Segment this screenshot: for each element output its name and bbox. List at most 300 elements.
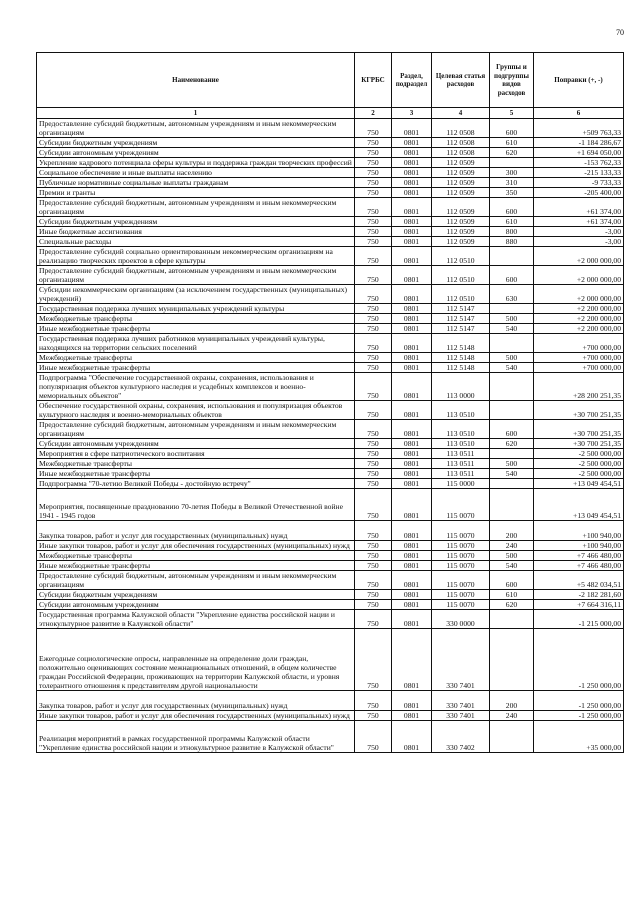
table-row: [37, 227, 624, 237]
table-row: [37, 590, 624, 600]
row-amendment: +7 664 316,11: [534, 600, 624, 610]
table-row: [37, 469, 624, 479]
table-row: [37, 551, 624, 561]
column-number-row: [37, 108, 624, 119]
row-razdel: 0801: [392, 363, 432, 373]
row-expense-type: 500: [490, 551, 534, 561]
row-target-article: 112 0508: [432, 119, 490, 138]
row-amendment: -1 250 000,00: [534, 711, 624, 721]
row-expense-type: 600: [490, 198, 534, 217]
row-amendment: -2 500 000,00: [534, 459, 624, 469]
table-row: [37, 479, 624, 489]
row-amendment: +100 940,00: [534, 521, 624, 541]
row-name: Иные межбюджетные трансферты: [37, 469, 355, 479]
row-amendment: +61 374,00: [534, 217, 624, 227]
row-kgrbs: 750: [355, 449, 392, 459]
table-row: [37, 373, 624, 401]
row-razdel: 0801: [392, 138, 432, 148]
table-row: [37, 119, 624, 138]
row-amendment: +28 200 251,35: [534, 373, 624, 401]
table-row: [37, 188, 624, 198]
row-expense-type: 620: [490, 439, 534, 449]
row-kgrbs: 750: [355, 324, 392, 334]
row-razdel: 0801: [392, 469, 432, 479]
row-name: Межбюджетные трансферты: [37, 551, 355, 561]
header-csr: Целевая статья расходов: [432, 53, 490, 108]
row-expense-type: [490, 449, 534, 459]
row-name: Публичные нормативные социальные выплаты гражданам: [37, 178, 355, 188]
row-kgrbs: 750: [355, 489, 392, 521]
row-razdel: 0801: [392, 247, 432, 266]
row-kgrbs: 750: [355, 691, 392, 711]
table-row: [37, 217, 624, 227]
row-target-article: 112 5148: [432, 334, 490, 353]
row-expense-type: 310: [490, 178, 534, 188]
row-razdel: 0801: [392, 571, 432, 590]
row-name: Межбюджетные трансферты: [37, 353, 355, 363]
row-razdel: 0801: [392, 449, 432, 459]
header-kgrbs: КГРБС: [355, 53, 392, 108]
row-target-article: 330 7402: [432, 721, 490, 753]
row-target-article: 112 0509: [432, 227, 490, 237]
row-amendment: +35 000,00: [534, 721, 624, 753]
row-expense-type: 500: [490, 459, 534, 469]
row-target-article: 112 5148: [432, 353, 490, 363]
row-name: Межбюджетные трансферты: [37, 459, 355, 469]
row-name: Субсидии бюджетным учреждениям: [37, 217, 355, 227]
row-kgrbs: 750: [355, 285, 392, 304]
row-expense-type: 240: [490, 541, 534, 551]
table-row: [37, 459, 624, 469]
column-number: 2: [355, 108, 392, 119]
column-number: 5: [490, 108, 534, 119]
table-row: [37, 178, 624, 188]
table-row: [37, 629, 624, 691]
header-name: Наименование: [37, 53, 355, 108]
row-name: Иные закупки товаров, работ и услуг для обеспечения государственных (муниципальных) нужд: [37, 711, 355, 721]
row-kgrbs: 750: [355, 158, 392, 168]
row-name: Субсидии бюджетным учреждениям: [37, 138, 355, 148]
row-kgrbs: 750: [355, 721, 392, 753]
row-kgrbs: 750: [355, 178, 392, 188]
row-expense-type: 540: [490, 469, 534, 479]
row-expense-type: 300: [490, 168, 534, 178]
row-name: Предоставление субсидий бюджетным, автономным учреждениям и иным некоммерческим организациям: [37, 119, 355, 138]
table-row: [37, 148, 624, 158]
row-name: Субсидии некоммерческим организациям (за исключением государственных (муниципальных) учреждений): [37, 285, 355, 304]
row-target-article: 115 0070: [432, 600, 490, 610]
row-kgrbs: 750: [355, 373, 392, 401]
row-expense-type: [490, 629, 534, 691]
row-target-article: 330 7401: [432, 691, 490, 711]
row-expense-type: 610: [490, 217, 534, 227]
row-target-article: 113 0511: [432, 469, 490, 479]
row-kgrbs: 750: [355, 629, 392, 691]
row-amendment: +700 000,00: [534, 363, 624, 373]
row-name: Ежегодные социологические опросы, направленные на определение доли граждан, положительно оценивающих состояние межнациональных отношений, в общем количестве граждан Российской Федерации, проживающих на территории Калужской области, и уровня толерантного отношения к представителям другой национальности: [37, 629, 355, 691]
row-kgrbs: 750: [355, 227, 392, 237]
row-amendment: -2 500 000,00: [534, 449, 624, 459]
row-kgrbs: 750: [355, 237, 392, 247]
header-razdel: Раздел, подраздел: [392, 53, 432, 108]
row-expense-type: [490, 247, 534, 266]
row-kgrbs: 750: [355, 188, 392, 198]
column-number: 4: [432, 108, 490, 119]
row-expense-type: 600: [490, 571, 534, 590]
row-name: Укрепление кадрового потенциала сферы культуры и поддержка граждан творческих профессий: [37, 158, 355, 168]
row-razdel: 0801: [392, 420, 432, 439]
row-expense-type: [490, 610, 534, 629]
row-razdel: 0801: [392, 610, 432, 629]
row-expense-type: 200: [490, 521, 534, 541]
row-name: Межбюджетные трансферты: [37, 314, 355, 324]
row-kgrbs: 750: [355, 561, 392, 571]
row-razdel: 0801: [392, 237, 432, 247]
table-row: [37, 711, 624, 721]
row-name: Иные межбюджетные трансферты: [37, 363, 355, 373]
row-razdel: 0801: [392, 691, 432, 711]
table-row: [37, 449, 624, 459]
row-name: Подпрограмма "70-летию Великой Победы - достойную встречу": [37, 479, 355, 489]
page-number: 70: [616, 28, 624, 37]
table-row: [37, 571, 624, 590]
row-name: Мероприятия в сфере патриотического воспитания: [37, 449, 355, 459]
row-target-article: 113 0511: [432, 449, 490, 459]
row-razdel: 0801: [392, 304, 432, 314]
row-name: Предоставление субсидий бюджетным, автономным учреждениям и иным некоммерческим организациям: [37, 198, 355, 217]
row-razdel: 0801: [392, 439, 432, 449]
row-target-article: 112 0509: [432, 188, 490, 198]
column-number: 1: [37, 108, 355, 119]
row-amendment: +2 000 000,00: [534, 285, 624, 304]
row-amendment: -1 250 000,00: [534, 691, 624, 711]
row-amendment: +2 200 000,00: [534, 324, 624, 334]
table-row: [37, 324, 624, 334]
row-expense-type: 500: [490, 314, 534, 324]
row-amendment: -1 184 286,67: [534, 138, 624, 148]
row-target-article: 115 0070: [432, 489, 490, 521]
row-target-article: 112 5147: [432, 304, 490, 314]
row-expense-type: 630: [490, 285, 534, 304]
row-razdel: 0801: [392, 285, 432, 304]
table-row: [37, 247, 624, 266]
row-target-article: 113 0510: [432, 439, 490, 449]
table-row: [37, 489, 624, 521]
row-expense-type: 200: [490, 691, 534, 711]
row-target-article: 115 0070: [432, 551, 490, 561]
row-name: Подпрограмма "Обеспечение государственной охраны, сохранения, использования и популяризация объектов культурного наследия и усадебных комплексов и военно-мемориальных объектов": [37, 373, 355, 401]
row-amendment: -215 133,33: [534, 168, 624, 178]
row-target-article: 112 0509: [432, 178, 490, 188]
row-kgrbs: 750: [355, 711, 392, 721]
row-kgrbs: 750: [355, 168, 392, 178]
row-target-article: 112 5147: [432, 314, 490, 324]
row-razdel: 0801: [392, 158, 432, 168]
row-name: Государственная поддержка лучших работников муниципальных учреждений культуры, находящихся на территории сельских поселений: [37, 334, 355, 353]
row-expense-type: 350: [490, 188, 534, 198]
row-name: Предоставление субсидий бюджетным, автономным учреждениям и иным некоммерческим организациям: [37, 266, 355, 285]
row-razdel: 0801: [392, 148, 432, 158]
row-name: Субсидии автономным учреждениям: [37, 439, 355, 449]
column-number: 6: [534, 108, 624, 119]
row-name: Иные межбюджетные трансферты: [37, 561, 355, 571]
row-razdel: 0801: [392, 334, 432, 353]
table-row: [37, 168, 624, 178]
row-target-article: 112 0510: [432, 266, 490, 285]
row-expense-type: [490, 401, 534, 420]
row-amendment: +700 000,00: [534, 353, 624, 363]
row-kgrbs: 750: [355, 266, 392, 285]
table-row: [37, 439, 624, 449]
row-expense-type: 620: [490, 600, 534, 610]
row-target-article: 112 0509: [432, 158, 490, 168]
row-razdel: 0801: [392, 266, 432, 285]
row-kgrbs: 750: [355, 247, 392, 266]
row-target-article: 112 0508: [432, 138, 490, 148]
row-kgrbs: 750: [355, 401, 392, 420]
row-kgrbs: 750: [355, 119, 392, 138]
row-expense-type: 600: [490, 420, 534, 439]
row-name: Предоставление субсидий бюджетным, автономным учреждениям и иным некоммерческим организациям: [37, 571, 355, 590]
row-expense-type: [490, 479, 534, 489]
row-amendment: +100 940,00: [534, 541, 624, 551]
table-row: [37, 314, 624, 324]
row-expense-type: 600: [490, 119, 534, 138]
row-target-article: 330 7401: [432, 629, 490, 691]
row-name: Государственная поддержка лучших муниципальных учреждений культуры: [37, 304, 355, 314]
row-amendment: +13 049 454,51: [534, 479, 624, 489]
row-amendment: -1 250 000,00: [534, 629, 624, 691]
row-kgrbs: 750: [355, 439, 392, 449]
row-amendment: +61 374,00: [534, 198, 624, 217]
row-razdel: 0801: [392, 489, 432, 521]
row-name: Премии и гранты: [37, 188, 355, 198]
table-row: [37, 158, 624, 168]
row-razdel: 0801: [392, 401, 432, 420]
header-vr: Группы и подгруппы видов расходов: [490, 53, 534, 108]
table-row: [37, 401, 624, 420]
row-name: Государственная программа Калужской области "Укрепление единства российской нации и этнокультурное развитие в Калужской области": [37, 610, 355, 629]
row-razdel: 0801: [392, 459, 432, 469]
row-razdel: 0801: [392, 373, 432, 401]
row-name: Иные закупки товаров, работ и услуг для обеспечения государственных (муниципальных) нужд: [37, 541, 355, 551]
row-amendment: +2 200 000,00: [534, 304, 624, 314]
row-target-article: 115 0070: [432, 571, 490, 590]
row-amendment: -1 215 000,00: [534, 610, 624, 629]
row-amendment: +7 466 480,00: [534, 561, 624, 571]
row-razdel: 0801: [392, 168, 432, 178]
row-expense-type: [490, 158, 534, 168]
table-row: [37, 610, 624, 629]
row-name: Обеспечение государственной охраны, сохранения, использования и популяризация объектов культурного наследия и военно-мемориальных объектов: [37, 401, 355, 420]
row-amendment: -2 500 000,00: [534, 469, 624, 479]
row-amendment: +7 466 480,00: [534, 551, 624, 561]
row-kgrbs: 750: [355, 334, 392, 353]
row-name: Реализация мероприятий в рамках государственной программы Калужской области "Укрепление единства российской нации и этнокультурное развитие в Калужской области": [37, 721, 355, 753]
row-kgrbs: 750: [355, 198, 392, 217]
row-name: Субсидии автономным учреждениям: [37, 148, 355, 158]
row-amendment: -9 733,33: [534, 178, 624, 188]
row-target-article: 115 0070: [432, 590, 490, 600]
table-row: [37, 304, 624, 314]
row-expense-type: 500: [490, 353, 534, 363]
table-row: [37, 237, 624, 247]
row-amendment: +30 700 251,35: [534, 420, 624, 439]
row-target-article: 112 0509: [432, 237, 490, 247]
row-razdel: 0801: [392, 324, 432, 334]
row-razdel: 0801: [392, 551, 432, 561]
row-expense-type: [490, 721, 534, 753]
row-razdel: 0801: [392, 721, 432, 753]
row-target-article: 112 0508: [432, 148, 490, 158]
row-amendment: -3,00: [534, 227, 624, 237]
row-target-article: 113 0510: [432, 420, 490, 439]
row-razdel: 0801: [392, 711, 432, 721]
row-amendment: +1 694 050,00: [534, 148, 624, 158]
row-amendment: +30 700 251,35: [534, 401, 624, 420]
row-razdel: 0801: [392, 590, 432, 600]
row-razdel: 0801: [392, 178, 432, 188]
row-name: Закупка товаров, работ и услуг для государственных (муниципальных) нужд: [37, 521, 355, 541]
table-row: [37, 691, 624, 711]
row-expense-type: 880: [490, 237, 534, 247]
table-row: [37, 561, 624, 571]
row-kgrbs: 750: [355, 551, 392, 561]
row-expense-type: 540: [490, 363, 534, 373]
row-razdel: 0801: [392, 479, 432, 489]
header-amount: Поправки (+, -): [534, 53, 624, 108]
table-row: [37, 420, 624, 439]
row-kgrbs: 750: [355, 469, 392, 479]
row-expense-type: [490, 304, 534, 314]
table-row: [37, 541, 624, 551]
row-razdel: 0801: [392, 353, 432, 363]
table-row: [37, 198, 624, 217]
row-amendment: +2 200 000,00: [534, 314, 624, 324]
row-kgrbs: 750: [355, 610, 392, 629]
row-expense-type: 610: [490, 138, 534, 148]
column-number: 3: [392, 108, 432, 119]
table-row: [37, 334, 624, 353]
table-row: [37, 285, 624, 304]
row-target-article: 113 0511: [432, 459, 490, 469]
row-expense-type: 240: [490, 711, 534, 721]
row-expense-type: [490, 334, 534, 353]
row-target-article: 112 5147: [432, 324, 490, 334]
row-kgrbs: 750: [355, 148, 392, 158]
row-razdel: 0801: [392, 314, 432, 324]
row-amendment: -153 762,33: [534, 158, 624, 168]
row-expense-type: 610: [490, 590, 534, 600]
row-amendment: +509 763,33: [534, 119, 624, 138]
row-kgrbs: 750: [355, 600, 392, 610]
row-amendment: +30 700 251,35: [534, 439, 624, 449]
row-target-article: 112 0510: [432, 247, 490, 266]
table-row: [37, 266, 624, 285]
budget-table: [36, 52, 624, 753]
row-amendment: +13 049 454,51: [534, 489, 624, 521]
row-amendment: -205 400,00: [534, 188, 624, 198]
row-expense-type: 600: [490, 266, 534, 285]
row-name: Иные бюджетные ассигнования: [37, 227, 355, 237]
row-kgrbs: 750: [355, 541, 392, 551]
row-razdel: 0801: [392, 521, 432, 541]
row-expense-type: [490, 373, 534, 401]
row-razdel: 0801: [392, 188, 432, 198]
table-row: [37, 138, 624, 148]
row-kgrbs: 750: [355, 217, 392, 227]
row-name: Субсидии бюджетным учреждениям: [37, 590, 355, 600]
row-kgrbs: 750: [355, 479, 392, 489]
row-expense-type: 540: [490, 324, 534, 334]
row-amendment: +5 482 034,51: [534, 571, 624, 590]
row-target-article: 330 7401: [432, 711, 490, 721]
row-amendment: +2 000 000,00: [534, 266, 624, 285]
table-row: [37, 600, 624, 610]
row-kgrbs: 750: [355, 304, 392, 314]
row-razdel: 0801: [392, 600, 432, 610]
row-kgrbs: 750: [355, 420, 392, 439]
row-razdel: 0801: [392, 119, 432, 138]
row-target-article: 115 0070: [432, 521, 490, 541]
row-name: Закупка товаров, работ и услуг для государственных (муниципальных) нужд: [37, 691, 355, 711]
row-kgrbs: 750: [355, 521, 392, 541]
row-target-article: 113 0510: [432, 401, 490, 420]
header-row: [37, 53, 624, 108]
row-target-article: 115 0070: [432, 541, 490, 551]
row-kgrbs: 750: [355, 571, 392, 590]
table-row: [37, 721, 624, 753]
table-row: [37, 353, 624, 363]
row-kgrbs: 750: [355, 363, 392, 373]
row-name: Иные межбюджетные трансферты: [37, 324, 355, 334]
row-amendment: +2 000 000,00: [534, 247, 624, 266]
row-kgrbs: 750: [355, 138, 392, 148]
table-row: [37, 363, 624, 373]
row-kgrbs: 750: [355, 459, 392, 469]
row-amendment: -2 182 281,60: [534, 590, 624, 600]
row-name: Субсидии автономным учреждениям: [37, 600, 355, 610]
table-row: [37, 521, 624, 541]
row-expense-type: 620: [490, 148, 534, 158]
row-name: Мероприятия, посвященные празднованию 70-летия Победы в Великой Отечественной войне 1941 - 1945 годов: [37, 489, 355, 521]
row-razdel: 0801: [392, 217, 432, 227]
row-target-article: 112 0509: [432, 217, 490, 227]
row-name: Специальные расходы: [37, 237, 355, 247]
row-target-article: 112 0509: [432, 198, 490, 217]
row-expense-type: 540: [490, 561, 534, 571]
row-target-article: 112 5148: [432, 363, 490, 373]
row-expense-type: [490, 489, 534, 521]
row-expense-type: 800: [490, 227, 534, 237]
row-amendment: +700 000,00: [534, 334, 624, 353]
row-amendment: -3,00: [534, 237, 624, 247]
row-name: Социальное обеспечение и иные выплаты населению: [37, 168, 355, 178]
row-target-article: 113 0000: [432, 373, 490, 401]
row-name: Предоставление субсидий бюджетным, автономным учреждениям и иным некоммерческим организациям: [37, 420, 355, 439]
row-kgrbs: 750: [355, 353, 392, 363]
row-target-article: 115 0070: [432, 561, 490, 571]
row-razdel: 0801: [392, 629, 432, 691]
row-razdel: 0801: [392, 227, 432, 237]
row-name: Предоставление субсидий социально ориентированным некоммерческим организациям на реализацию творческих проектов в сфере культуры: [37, 247, 355, 266]
row-kgrbs: 750: [355, 314, 392, 324]
row-razdel: 0801: [392, 198, 432, 217]
row-target-article: 112 0510: [432, 285, 490, 304]
row-razdel: 0801: [392, 561, 432, 571]
row-razdel: 0801: [392, 541, 432, 551]
row-kgrbs: 750: [355, 590, 392, 600]
